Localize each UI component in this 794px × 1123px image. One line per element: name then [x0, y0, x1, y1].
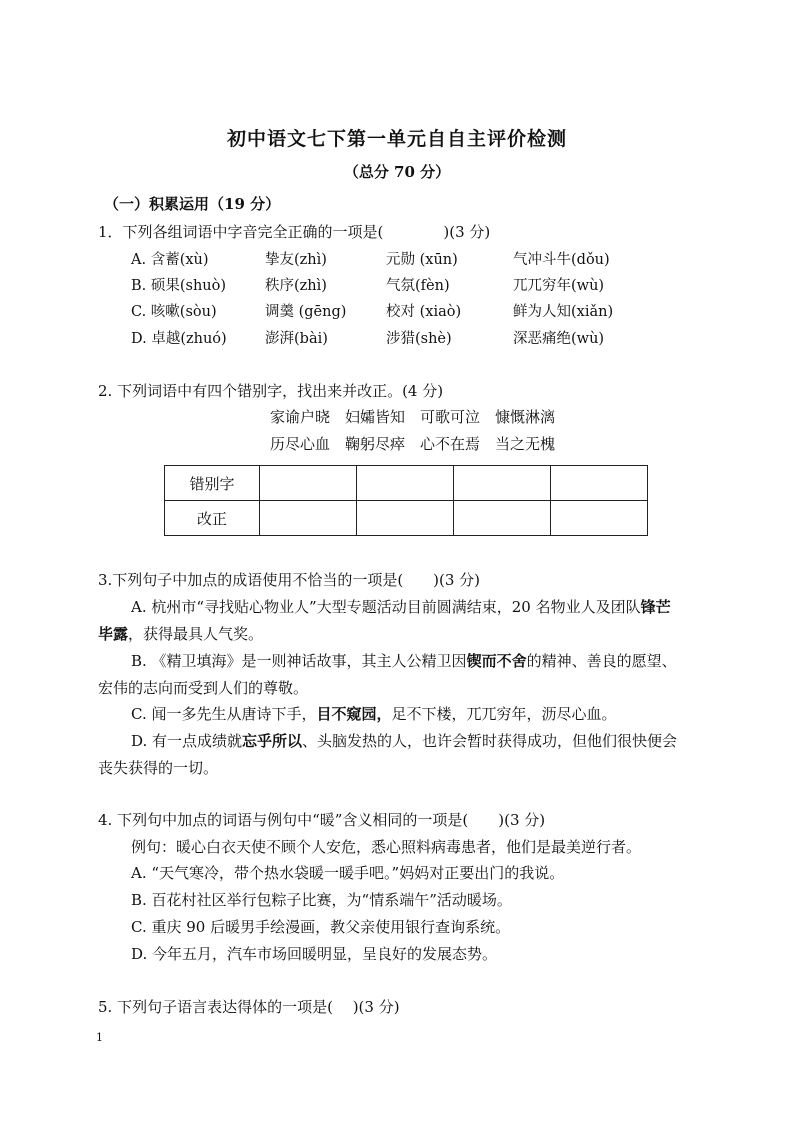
q1-option-c-3: 校对 (xiaò) [386, 304, 462, 320]
q3-option-a-line-2 [98, 623, 263, 644]
question-5-stem: 5. 下列句子语言表达得体的一项是( )(3 分) [98, 998, 400, 1016]
q4-option-d: D. 今年五月，汽车市场回暖明显，呈良好的发展态势。 [131, 945, 498, 963]
q2-words-line-2: 历尽心血 鞠躬尽瘁 心不在焉 当之无槐 [270, 435, 556, 453]
question-1-stem: 1．下列各组词语中字音完全正确的一项是( )(3 分) [98, 223, 491, 241]
q1-option-c-4: 鲜为人知(xiǎn) [513, 304, 614, 320]
q1-option-d-4: 深恶痛绝(wù) [513, 331, 605, 347]
question-2-stem: 2. 下列词语中有四个错别字，找出来并改正。(4 分) [98, 382, 444, 400]
q1-option-d-1: D. 卓越(zhuó) [131, 331, 227, 347]
q3-b-text: B. 《精卫填海》是一则神话故事，其主人公精卫因 [131, 652, 467, 670]
q1-option-b-4: 兀兀穷年(wù) [513, 278, 605, 294]
answer-cell[interactable] [357, 501, 454, 536]
page-number: 1 [96, 1031, 103, 1044]
table-row [165, 501, 648, 536]
answer-cell[interactable] [260, 501, 357, 536]
page-subtitle: （总分 70 分） [343, 163, 451, 181]
q4-example: 例句：暖心白衣天使不顾个人安危，悉心照料病毒患者，他们是最美逆行者。 [131, 838, 642, 856]
q3-d-idiom: 忘乎所以 [242, 732, 303, 750]
answer-cell[interactable] [551, 466, 648, 501]
question-3-stem: 3.下列句子中加点的成语使用不恰当的一项是( )(3 分) [98, 571, 481, 589]
page-title: 初中语文七下第一单元自自主评价检测 [226, 128, 567, 150]
q3-c-text: C. 闻一多先生从唐诗下手， [131, 705, 317, 723]
q1-option-d-2: 澎湃(bài) [265, 331, 328, 347]
table-header-cell: 错别字 [165, 466, 260, 501]
q3-option-a-line-1 [131, 596, 671, 617]
q1-option-b-2: 秩序(zhì) [265, 278, 327, 294]
q1-option-c-2: 调羹 (gēng) [265, 304, 347, 320]
table-row [165, 466, 648, 501]
q1-option-c-1: C. 咳嗽(sòu) [131, 304, 217, 320]
correction-table [164, 465, 648, 536]
q2-words-line-1: 家谕户晓 妇孀皆知 可歌可泣 慷慨淋漓 [270, 408, 556, 426]
q3-option-b-line-1 [131, 650, 677, 671]
table-header-cell: 改正 [165, 501, 260, 536]
q3-c-text-end: 足不下楼，兀兀穷年，沥尽心血。 [391, 705, 617, 723]
q3-a-idiom-part-1: 锋芒 [640, 598, 671, 616]
q3-option-b-line-2: 宏伟的志向而受到人们的尊敬。 [98, 679, 309, 697]
q4-option-b: B. 百花村社区举行包粽子比赛，为“情系端午”活动暖场。 [131, 891, 512, 909]
q3-a-text: A. 杭州市“寻找贴心物业人”大型专题活动目前圆满结束，20 名物业人及团队 [131, 598, 641, 616]
section-heading: （一）积累运用（19 分） [104, 195, 281, 213]
q1-option-b-3: 气氛(fèn) [386, 278, 450, 294]
answer-cell[interactable] [454, 501, 551, 536]
q1-option-a-4: 气冲斗牛(dǒu) [513, 252, 610, 268]
answer-cell[interactable] [357, 466, 454, 501]
q3-option-c [131, 703, 617, 724]
q1-option-b-1: B. 硕果(shuò) [131, 278, 227, 294]
q1-option-a-3: 元勋 (xūn) [386, 252, 458, 268]
q3-c-idiom: 目不窥园， [316, 705, 392, 723]
q3-option-d-line-1 [131, 730, 677, 751]
q4-option-c: C. 重庆 90 后暖男手绘漫画，教父亲使用银行查询系统。 [131, 918, 511, 936]
q1-option-d-3: 涉猎(shè) [386, 331, 452, 347]
q1-option-a-2: 挚友(zhì) [265, 252, 327, 268]
question-4-stem: 4. 下列句中加点的词语与例句中“暖”含义相同的一项是( )(3 分) [98, 811, 546, 829]
q3-b-idiom: 锲而不舍 [466, 652, 527, 670]
answer-cell[interactable] [260, 466, 357, 501]
q3-d-text-end: 、头脑发热的人，也许会暂时获得成功，但他们很快便会 [302, 732, 678, 750]
answer-cell[interactable] [551, 501, 648, 536]
q1-option-a-1: A. 含蓄(xù) [131, 252, 209, 268]
q3-a-idiom-part-2: 毕露 [98, 625, 129, 643]
answer-cell[interactable] [454, 466, 551, 501]
q3-a-text-end: ，获得最具人气奖。 [128, 625, 264, 643]
q3-d-text: D. 有一点成绩就 [131, 732, 243, 750]
q3-option-d-line-2: 丧失获得的一切。 [98, 759, 219, 777]
q4-option-a: A. “天气寒冷，带个热水袋暖一暖手吧。”妈妈对正要出门的我说。 [131, 864, 565, 882]
q3-b-text-end: 的精神、善良的愿望、 [526, 652, 677, 670]
